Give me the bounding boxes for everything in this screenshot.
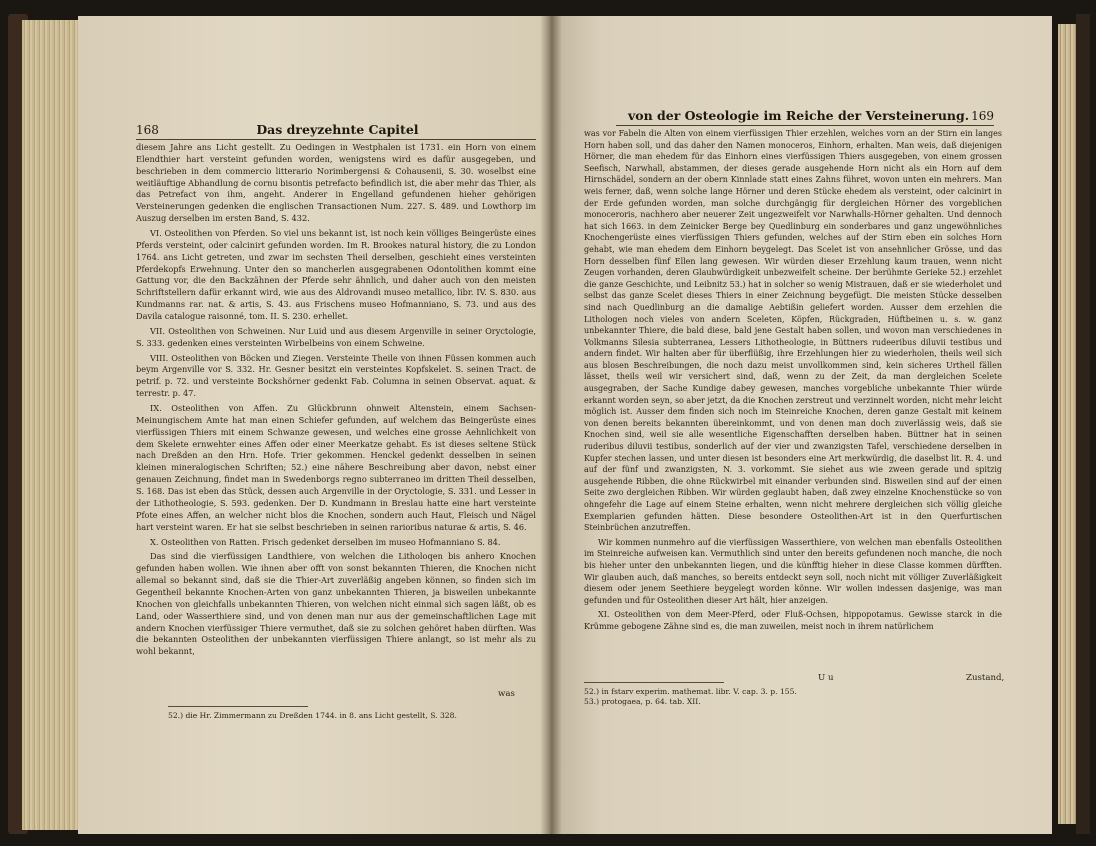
paragraph: Das sind die vierfüssigen Landthiere, von welchen die Litholoqen bis anhero Knochen gefunden haben wollen. Wie ihnen aber offt von sonst bekannten Thieren, die Knochen nicht allemal so bekannt sind, daß sie die Thier-Art zuverläßig angeben können, so finden sich im Gegentheil bekannte Knochen-Arten von ganz unbekannten Thieren, ja bisweilen unbekannte Knochen von gleichfalls unbekannten Thieren, von welchen nicht einmal sich sagen läßt, ob es Land, oder Wasserthiere sind, und von denen man nur aus der gemeinschaftlichen Lage mit andern Knochen vierfüssiger Thiere vermuthet, daß sie zu solchen gehöret haben dürften. Was die bekannten Osteolithen der unbekannten vierfüssigen Thiere anlangt, so ist mehr als zu wohl bekannt, [136,551,536,657]
paragraph: VI. Osteolithen von Pferden. So viel uns bekannt ist, ist noch kein völliges Beingerüste eines Pferds versteint, oder calcinirt gefunden worden. Im R. Brookes natural history, die zu London 1764. ans Licht getreten, und zwar im sechsten Theil derselben, geschieht eines versteinten Pferdekopfs Erwehnung. Unter den so mancherlen ausgegrabenen Odontolithen kommt eine Gattung vor, die den Backzähnen der Pferde sehr ähnlich, und daher auch von den meisten Schriftstellern dafür erkannt wird, wie aus des Aldrovandi museo metallico, libr. IV. S. 830. aus Kundmanns rar. nat. & artis, S. 43. aus Frischens museo Hofmanniano, S. 73. und aus des Davila catalogue raisonné, tom. II. S. 230. erhellet. [136,228,536,322]
catchword: was [498,689,515,699]
catchword: Zustand, [966,673,1005,683]
right-page-header [616,108,994,126]
footnote-area [168,706,538,721]
footnote-rule [584,682,724,683]
right-page-body [584,128,1002,636]
left-page-body [136,142,536,661]
page-number: 169 [971,109,994,123]
footnote: 52.) in fstarv experim. mathemat. libr. V. cap. 3. p. 155. [584,687,797,696]
book-cover-right [1076,14,1090,834]
running-head: Das dreyzehnte Capitel [256,122,419,137]
page-number: 168 [136,123,159,137]
paragraph: diesem Jahre ans Licht gestellt. Zu Oedingen in Westphalen ist 1731. ein Horn von einem Elendthier hart versteint gefunden worden, wenigstens wird es dafür ausgegeben, und beschrieben in dem commercio litterario Norimbergensi & Cohausenii, S. 30. woselbst eine weitläuftige Abhandlung de cornu bisontis petrefacto befindlich ist, die aber mehr das Thier, als das Petrefact von ihm, angeht. Anderer in Engelland gefundenen hieher gehörigen Versteinerungen gedenken die englischen Transactionen Num. 227. S. 489. und Lowthorp im Auszug derselben im ersten Band, S. 432. [136,142,537,224]
paragraph: was vor Fabeln die Alten von einem vierfüssigen Thier erzehlen, welches vorn an der Stirn ein langes Horn haben soll, und das daher den Namen monoceros, Einhorn, erhalten. Man weis, daß diejenigen Hörner, die man ehedem für das Einhorn eines vierfüssigen Thiers ausgegeben, von einem grossen Seefisch, Narwhall, abstammen, der dieses gerade ausgehende Horn nicht als ein Horn auf dem Hirnschädel, sondern an der obern Kinnlade statt eines Zahns führet, wovon unten ein mehrers. Man weis ferner, daß, wenn solche lange Hörner und deren Stücke ehedem als versteint, oder calcinirt in der Erde gefunden worden, man solche durchgängig für dergleichen Hörner des vorgeblichen monoceroris, nachhero aber neuerer Zeit ungezweifelt vor Narwhalls-Hörner gehalten. Und dennoch hat sich 1663. in dem Zeinicker Berge bey Quedlinburg ein sonderbares und ganz ungewöhnliches Knochengerüste eines vierfüssigen Thiers gefunden, welches auf der Stirn eben ein solches Horn gehabt, wie man ehedem dem Einhorn beygelegt. Das Scelet ist von ansehnlicher Grösse, und das Horn desselben fünf Ellen lang gewesen. Wir würden dieser Erzehlung kaum trauen, wenn nicht Zeugen vorhanden, deren Glaubwürdigkeit unbezweifelt scheine. Der berühmte Gerieke 52.) erzehlet die ganze Geschichte, und Leibnitz 53.) hat in solcher so wenig Mistrauen, daß er sie wiederholet und selbst das ganze Scelet dieses Thiers in einer Zeichnung beygefügt. Die meisten Stücke desselben sind nach Quedlinburg an die damalige Aebtißin geliefert worden. Ausser dem erzehlen die Lithologen noch vieles von andern Sceleten, Köpfen, Rückgraden, Hüftbeinen u. s. w. ganz unbekannter Thiere, die bald diese, bald jene Gestalt haben sollen, und wovon man verschiedenes in Volkmanns Silesia subterranea, Lessers Lithotheologie, in Büttners rudeeribus diluvii testibus und andern findet. Wir halten aber für überflüßig, ihre Erzehlungen hier zu wiederholen, theils weil sich aus blosen Beschreibungen, die noch dazu meist unvollkommen sind, kein sicheres Urtheil fällen lässet, theils weil wir versichert sind, daß, wenn zu der Zeit, da man dergleichen Scelete ausgegraben, der Sache Kundige dabey gewesen, manches vorgebliche unbekannte Thier würde erkannt worden seyn, so aber jetzt, da die Knochen zerstreut und verzinnelt worden, nicht mehr leicht möglich ist. Ausser dem finden sich noch im Steinreiche Knochen, deren ganze Gestalt mit keinem von denen bereits bekannten übereinkommt, und von denen man doch zuverlässig weis, daß sie Knochen sind, weil sie alle wesentliche Eigenschafften derselben haben. Büttner hat in seinen ruderibus diluvii testibus, sonderlich auf der vier und zwanzigsten Tafel, verschiedene derselben in Kupfer stechen lassen, und unter diesen ist besonders eine Art merkwürdig, die daselbst lit. R. 4. und auf der fünf und zwanzigsten, N. 3. vorkommt. Sie siehet aus wie zween gerade und spitzig ausgehende Ribben, die ohne Rückwirbel mit einander verbunden sind. Bisweilen sind auf der einen Seite zwo dergleichen Ribben. Wir würden geglaubt haben, daß zwey einzelne Knochenstücke so von ohngefehr die Lage auf einem Steine erhalten, wenn nicht mehrere dergleichen sich völlig gleiche Exemplarien gefunden hätten. Diese besondere Osteolithen-Art ist in den Querfurtischen Steinbrüchen anzutreffen. [584,129,1002,533]
paragraph: XI. Osteolithen von dem Meer-Pferd, oder Fluß-Ochsen, hippopotamus. Gewisse starck in die Krümme gebogene Zähne sind es, die man zuweilen, meist noch in ihrem natürlichem [584,610,1002,631]
signature-mark: U u [818,673,834,683]
footnote: 53.) protogaea, p. 64. tab. XII. [584,697,701,706]
paragraph: VIII. Osteolithen von Böcken und Ziegen. Versteinte Theile von ihnen Füssen kommen auch beym Argenville vor S. 332. Hr. Gesner besitzt ein versteintes Kopfskelet. S. seinen Tract. de petrif. p. 72. und versteinte Bockshörner gedenkt Fab. Columna in seinen Observat. aquat. & terrestr. p. 47. [136,352,536,399]
paragraph: X. Osteolithen von Ratten. Frisch gedenket derselben im museo Hofmanniano S. 84. [150,536,501,547]
left-page-header [136,122,536,140]
footnote: 52.) die Hr. Zimmermann zu Dreßden 1744. in 8. ans Licht gestellt, S. 328. [168,711,457,720]
footnote-rule [168,706,308,707]
left-page [78,16,550,834]
right-page [550,16,1052,834]
open-book [8,4,1090,842]
book-gutter [540,16,562,834]
paragraph: Wir kommen nunmehro auf die vierfüssigen Wasserthiere, von welchen man ebenfalls Osteolithen im Steinreiche aufweisen kan. Vermuthlich sind unter den bereits gefundenen noch manche, die noch bis hieher unter den unbekannten liegen, und die künfftig hieher in diese Classe kommen dürfften. Wir glauben auch, daß manches, so bereits entdeckt seyn soll, noch nicht mit völliger Zuverläßigkeit diesem oder jenem Seethiere beygelegt worden könne. Wir wollen indessen dasjenige, was man gefunden und für Osteolithen dieser Art hält, hier anzeigen. [584,537,1002,605]
running-head: von der Osteologie im Reiche der Versteinerung. [628,108,970,123]
footnote-area [584,682,1004,707]
page-edges-left [22,20,82,830]
paragraph: IX. Osteolithen von Affen. Zu Glückbrunn ohnweit Altenstein, einem Sachsen-Meinungischem Amte hat man einen Schiefer gefunden, auf welchem das Beingerüste eines vierfüssigen Thiers mit einem Schwanze gewesen, und welches eine grosse Aehnlichkeit von dem Skelete ernwehter eines Affen oder einer Meerkatze gehabt. Es ist dieses seltene Stück nach Dreßden an den Hrn. Hofe. Trier gekommen. Henckel gedenkt desselben in seinen kleinen mineralogischen Schriften; 52.) eine nähere Beschreibung aber davon, nebst einer genauen Zeichnung, findet man in Swedenborgs regno subterraneo im dritten Theil desselben, S. 168. Das ist eben das Stück, dessen auch Argenville in der Oryctologie, S. 331. und Lesser in der Lithotheologie, S. 593. gedenken. Der D. Kundmann in Breslau hatte eine hart versteinte Pfote eines Affen, an welcher nicht blos die Knochen, sondern auch Haut, Fleisch und Nägel hart versteint waren. Er hat sie selbst beschrieben in seinen rarioribus naturae & artis, S. 46. [136,403,536,532]
paragraph: VII. Osteolithen von Schweinen. Nur Luid und aus diesem Argenville in seiner Oryctologie, S. 333. gedenken eines versteinten Wirbelbeins von einem Schweine. [136,325,536,348]
